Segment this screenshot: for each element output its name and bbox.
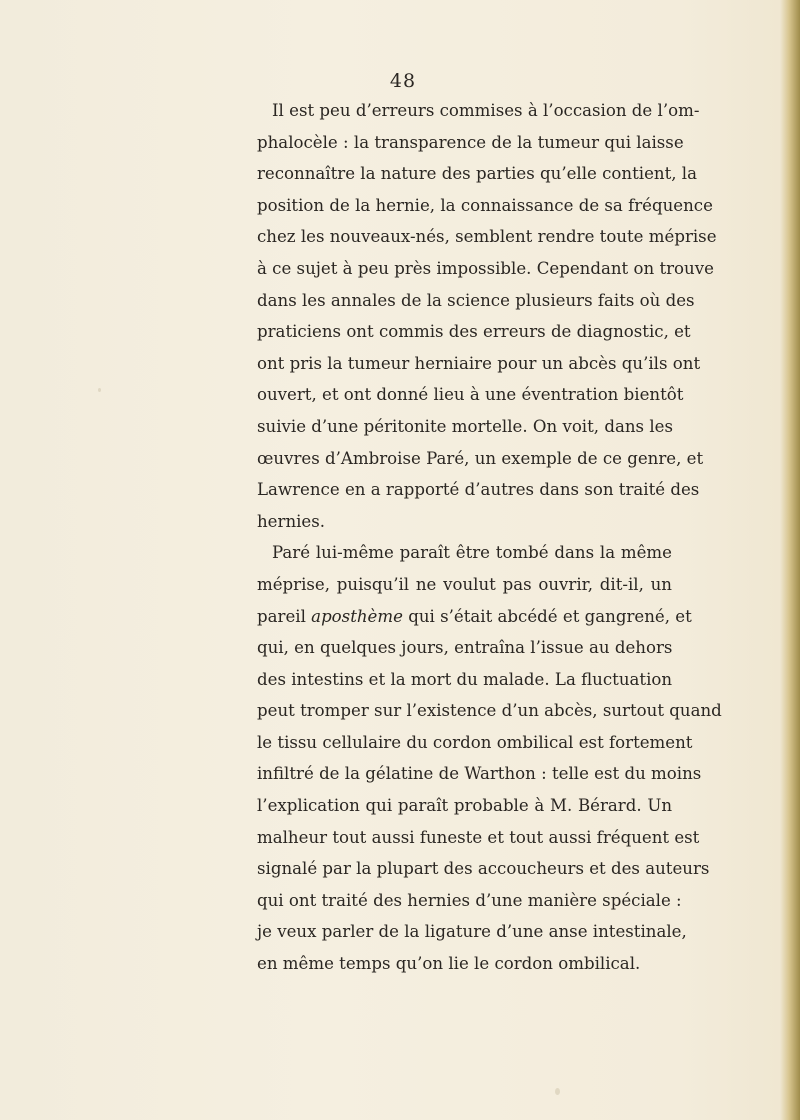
- text-line: [257, 158, 697, 190]
- text-segment: des intestins et la mort du malade. La fluctuation: [257, 669, 673, 689]
- text-line: [257, 948, 672, 980]
- text-segment: œuvres d’Ambroise Paré, un exemple de ce genre, et: [257, 448, 704, 468]
- text-segment: infiltré de la gélatine de Warthon : telle est du moins: [257, 764, 702, 784]
- text-line: [257, 664, 672, 696]
- text-segment: méprise, puisqu’il ne voulut pas ouvrir, dit-il, un: [257, 574, 672, 594]
- text-segment: hernies.: [257, 511, 326, 531]
- text-line: [257, 411, 672, 443]
- text-segment: praticiens ont commis des erreurs de diagnostic, et: [257, 322, 691, 342]
- text-line: [257, 601, 692, 633]
- text-line: [257, 727, 693, 759]
- text-segment: qui ont traité des hernies d’une manière spéciale :: [257, 890, 682, 910]
- text-line: [257, 127, 684, 159]
- text-line: [257, 190, 713, 222]
- text-segment: à ce sujet à peu près impossible. Cependant on trouve: [257, 258, 714, 278]
- text-line: [257, 348, 701, 380]
- text-line: [257, 695, 722, 727]
- paper-spot: [98, 388, 101, 392]
- text-segment: Il est peu d’erreurs commises à l’occasion de l’om-: [272, 101, 700, 120]
- text-line: [257, 853, 710, 885]
- text-segment: le tissu cellulaire du cordon ombilical est fortement: [257, 732, 693, 752]
- text-segment: Lawrence en a rapporté d’autres dans son traité des: [257, 480, 700, 500]
- text-line: [257, 285, 695, 317]
- page-number: 48: [389, 70, 417, 92]
- text-line: [257, 822, 700, 854]
- text-line: [257, 758, 702, 790]
- text-segment: en même temps qu’on lie le cordon ombilical.: [257, 954, 641, 974]
- text-segment: peut tromper sur l’existence d’un abcès, surtout quand: [257, 701, 722, 721]
- text-segment: qui s’était abcédé et gangrené, et: [402, 606, 692, 626]
- text-line: [257, 474, 700, 506]
- text-segment: reconnaître la nature des parties qu’elle contient, la: [257, 164, 697, 184]
- text-line: [257, 632, 672, 664]
- text-line: [257, 379, 684, 411]
- text-line: [257, 253, 714, 285]
- italic-term: aposthème: [311, 606, 403, 626]
- text-line: [257, 790, 672, 822]
- text-line: [257, 443, 704, 475]
- text-segment: phalocèle : la transparence de la tumeur qui laisse: [257, 132, 684, 152]
- text-segment: dans les annales de la science plusieurs faits où des: [257, 290, 695, 310]
- text-line: [257, 221, 717, 253]
- text-segment: l’explication qui paraît probable à M. Bérard. Un: [257, 796, 672, 816]
- text-segment: signalé par la plupart des accoucheurs et des auteurs: [257, 859, 710, 879]
- text-segment: pareil: [257, 606, 312, 626]
- text-segment: Paré lui-même paraît être tombé dans la même: [272, 543, 672, 563]
- text-line: [257, 537, 672, 569]
- body-text: [257, 95, 722, 980]
- text-segment: ouvert, et ont donné lieu à une éventration bientôt: [257, 385, 684, 405]
- text-line: [257, 95, 700, 127]
- text-segment: position de la hernie, la connaissance de sa fréquence: [257, 195, 713, 215]
- text-segment: qui, en quelques jours, entraîna l’issue au dehors: [257, 638, 673, 658]
- text-segment: ont pris la tumeur herniaire pour un abcès qu’ils ont: [257, 353, 701, 373]
- paragraph: [257, 95, 717, 537]
- paper-spot: [555, 1088, 560, 1095]
- text-line: [257, 885, 682, 917]
- paragraph: [257, 537, 722, 979]
- text-line: [257, 916, 687, 948]
- text-segment: je veux parler de la ligature d’une anse intestinale,: [257, 922, 687, 942]
- text-line: [257, 569, 672, 601]
- text-line: [257, 316, 691, 348]
- text-segment: malheur tout aussi funeste et tout aussi fréquent est: [257, 827, 700, 847]
- text-segment: suivie d’une péritonite mortelle. On voit, dans les: [257, 416, 673, 436]
- page-edge-stain: [780, 0, 800, 1120]
- text-line: [257, 506, 672, 538]
- text-segment: chez les nouveaux-nés, semblent rendre toute méprise: [257, 227, 717, 247]
